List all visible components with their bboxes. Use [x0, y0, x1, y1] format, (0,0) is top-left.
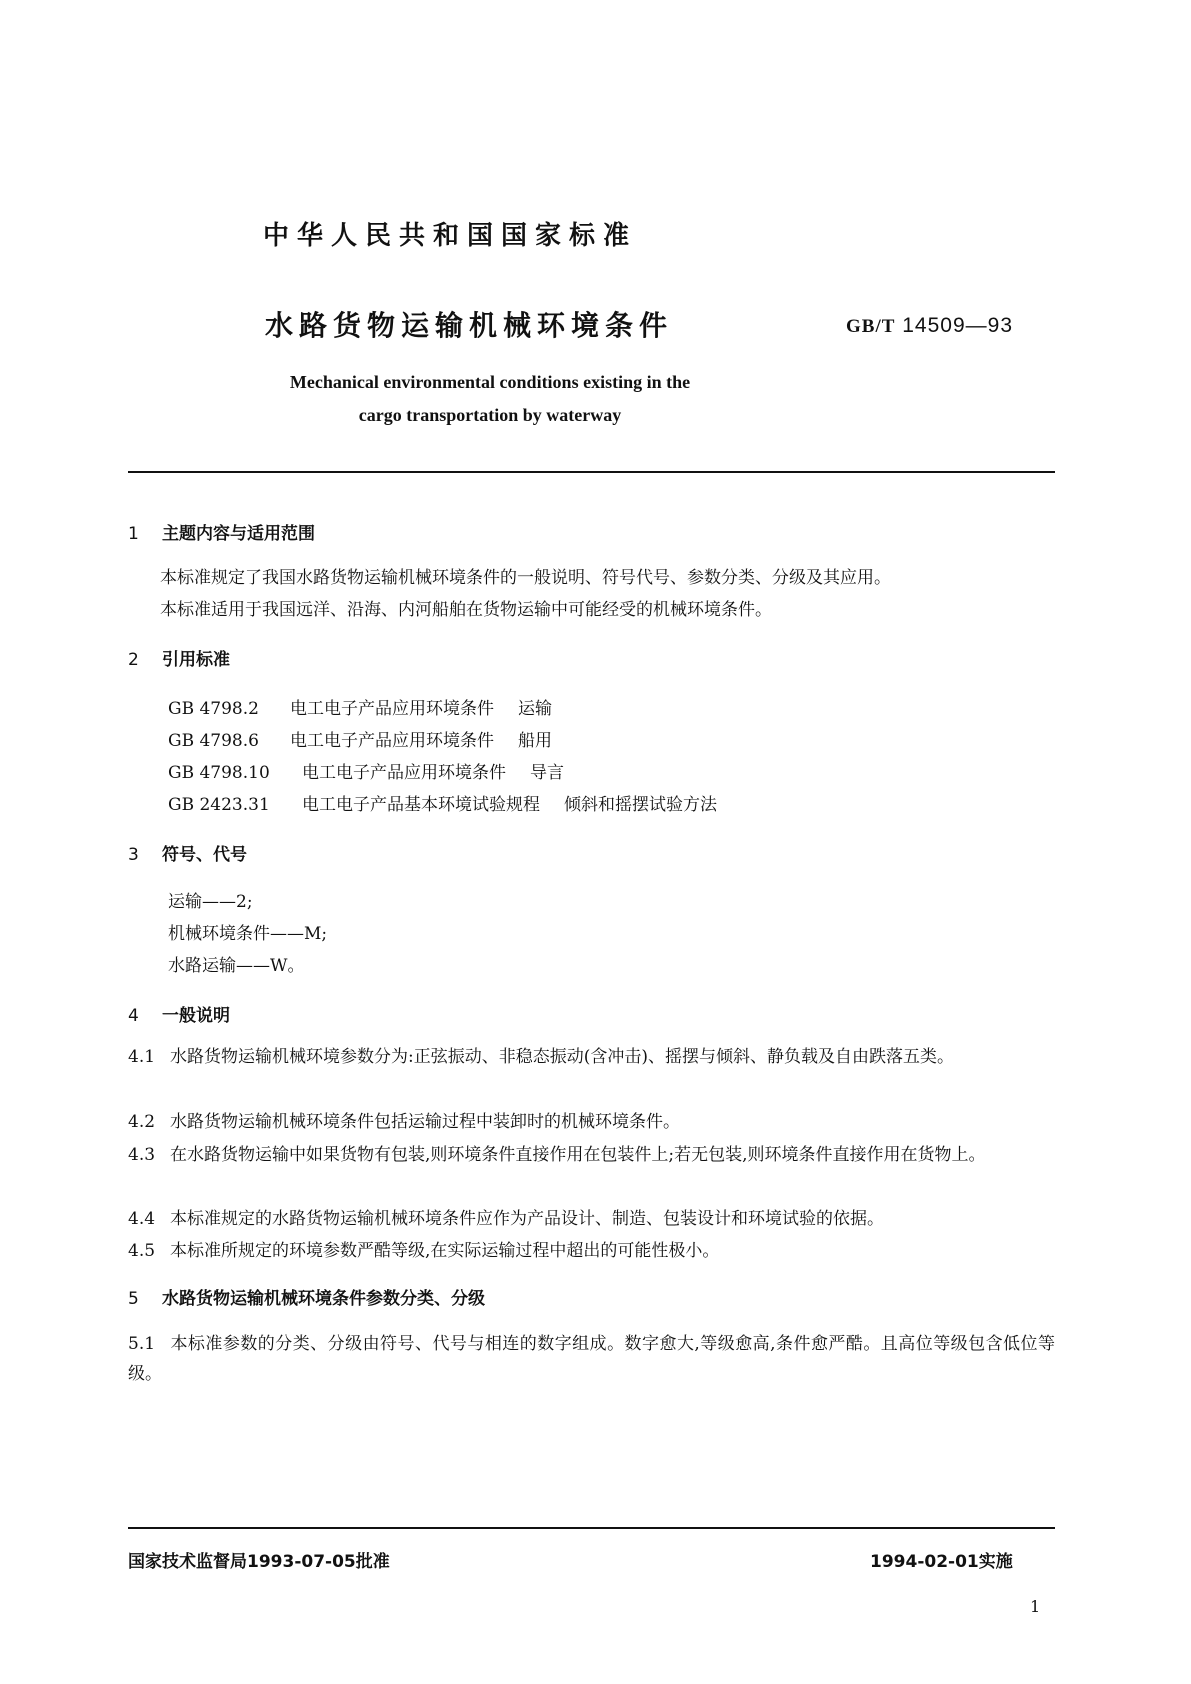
- reference-name: 电工电子产品应用环境条件: [302, 763, 506, 783]
- clause-number: 4.5: [128, 1241, 156, 1261]
- reference-item: [168, 758, 564, 783]
- reference-part: 导言: [530, 763, 564, 783]
- reference-part: 倾斜和摇摆试验方法: [564, 795, 717, 815]
- reference-code: GB 2423.31: [168, 795, 270, 815]
- title-en-line-2: cargo transportation by waterway: [358, 405, 622, 425]
- section-number: 4: [128, 1006, 139, 1026]
- section-title: 引用标准: [162, 650, 230, 670]
- symbol-item: 机械环境条件——M;: [168, 924, 328, 944]
- clause-text: 水路货物运输机械环境条件包括运输过程中装卸时的机械环境条件。: [170, 1112, 680, 1132]
- section-number: 5: [128, 1289, 139, 1309]
- reference-code: GB 4798.2: [168, 699, 259, 719]
- symbol-item: 运输——2;: [168, 892, 253, 912]
- section-title: 一般说明: [162, 1006, 230, 1026]
- clause-4-5: [128, 1236, 1055, 1266]
- clause-text: 水路货物运输机械环境参数分为:正弦振动、非稳态振动(含冲击)、摇摆与倾斜、静负载及自由跌落五类。: [170, 1047, 954, 1067]
- footer-divider: [128, 1527, 1055, 1529]
- national-standard-heading: 中华人民共和国国家标准: [262, 221, 637, 251]
- reference-item: [168, 790, 717, 815]
- effective-date: 1994-02-01实施: [870, 1552, 1013, 1572]
- clause-text: 在水路货物运输中如果货物有包装,则环境条件直接作用在包装件上;若无包装,则环境条件直接作用在货物上。: [170, 1145, 986, 1165]
- clause-5-1: [128, 1329, 1055, 1389]
- standard-code: 14509—93: [902, 314, 1014, 337]
- approval-date: 国家技术监督局1993-07-05批准: [128, 1552, 390, 1572]
- section-4-heading: [128, 1001, 230, 1026]
- symbol-item: 水路运输——W。: [168, 956, 305, 976]
- header-divider: [128, 471, 1055, 473]
- reference-name: 电工电子产品应用环境条件: [290, 699, 494, 719]
- reference-item: [168, 726, 552, 751]
- section-1-paragraph-1: 本标准规定了我国水路货物运输机械环境条件的一般说明、符号代号、参数分类、分级及其应用。: [160, 568, 891, 588]
- clause-number: 4.3: [128, 1145, 156, 1165]
- clause-text: 本标准规定的水路货物运输机械环境条件应作为产品设计、制造、包装设计和环境试验的依据。: [170, 1209, 884, 1229]
- reference-name: 电工电子产品基本环境试验规程: [302, 795, 540, 815]
- reference-code: GB 4798.6: [168, 731, 259, 751]
- title-en-line-1: Mechanical environmental conditions existing in the: [289, 372, 691, 392]
- reference-name: 电工电子产品应用环境条件: [290, 731, 494, 751]
- section-number: 2: [128, 650, 139, 670]
- clause-number: 4.4: [128, 1209, 156, 1229]
- document-title-en: [0, 366, 980, 432]
- clause-4-4: [128, 1204, 1055, 1234]
- section-number: 3: [128, 845, 139, 865]
- section-title: 主题内容与适用范围: [162, 524, 315, 544]
- section-2-heading: [128, 645, 230, 670]
- clause-4-2: [128, 1107, 1055, 1137]
- standard-number: [846, 314, 1013, 338]
- section-5-heading: [128, 1284, 485, 1309]
- clause-number: 4.2: [128, 1112, 156, 1132]
- clause-4-3: [128, 1140, 1055, 1170]
- section-1-paragraph-2: 本标准适用于我国远洋、沿海、内河船舶在货物运输中可能经受的机械环境条件。: [160, 600, 772, 620]
- reference-part: 运输: [518, 699, 552, 719]
- reference-item: [168, 694, 552, 719]
- clause-4-1: [128, 1042, 1055, 1072]
- clause-text: 本标准参数的分类、分级由符号、代号与相连的数字组成。数字愈大,等级愈高,条件愈严酷。且高位等级包含低位等级。: [128, 1334, 1055, 1384]
- document-title-cn: 水路货物运输机械环境条件: [265, 309, 674, 342]
- page-number: 1: [1030, 1597, 1041, 1616]
- section-title: 符号、代号: [162, 845, 247, 865]
- clause-text: 本标准所规定的环境参数严酷等级,在实际运输过程中超出的可能性极小。: [170, 1241, 720, 1261]
- reference-code: GB 4798.10: [168, 763, 270, 783]
- section-title: 水路货物运输机械环境条件参数分类、分级: [162, 1289, 485, 1309]
- section-number: 1: [128, 524, 139, 544]
- clause-number: 4.1: [128, 1047, 156, 1067]
- section-3-heading: [128, 840, 247, 865]
- section-1-heading: [128, 519, 315, 544]
- standard-prefix: GB/T: [846, 316, 896, 337]
- reference-part: 船用: [518, 731, 552, 751]
- clause-number: 5.1: [128, 1334, 156, 1354]
